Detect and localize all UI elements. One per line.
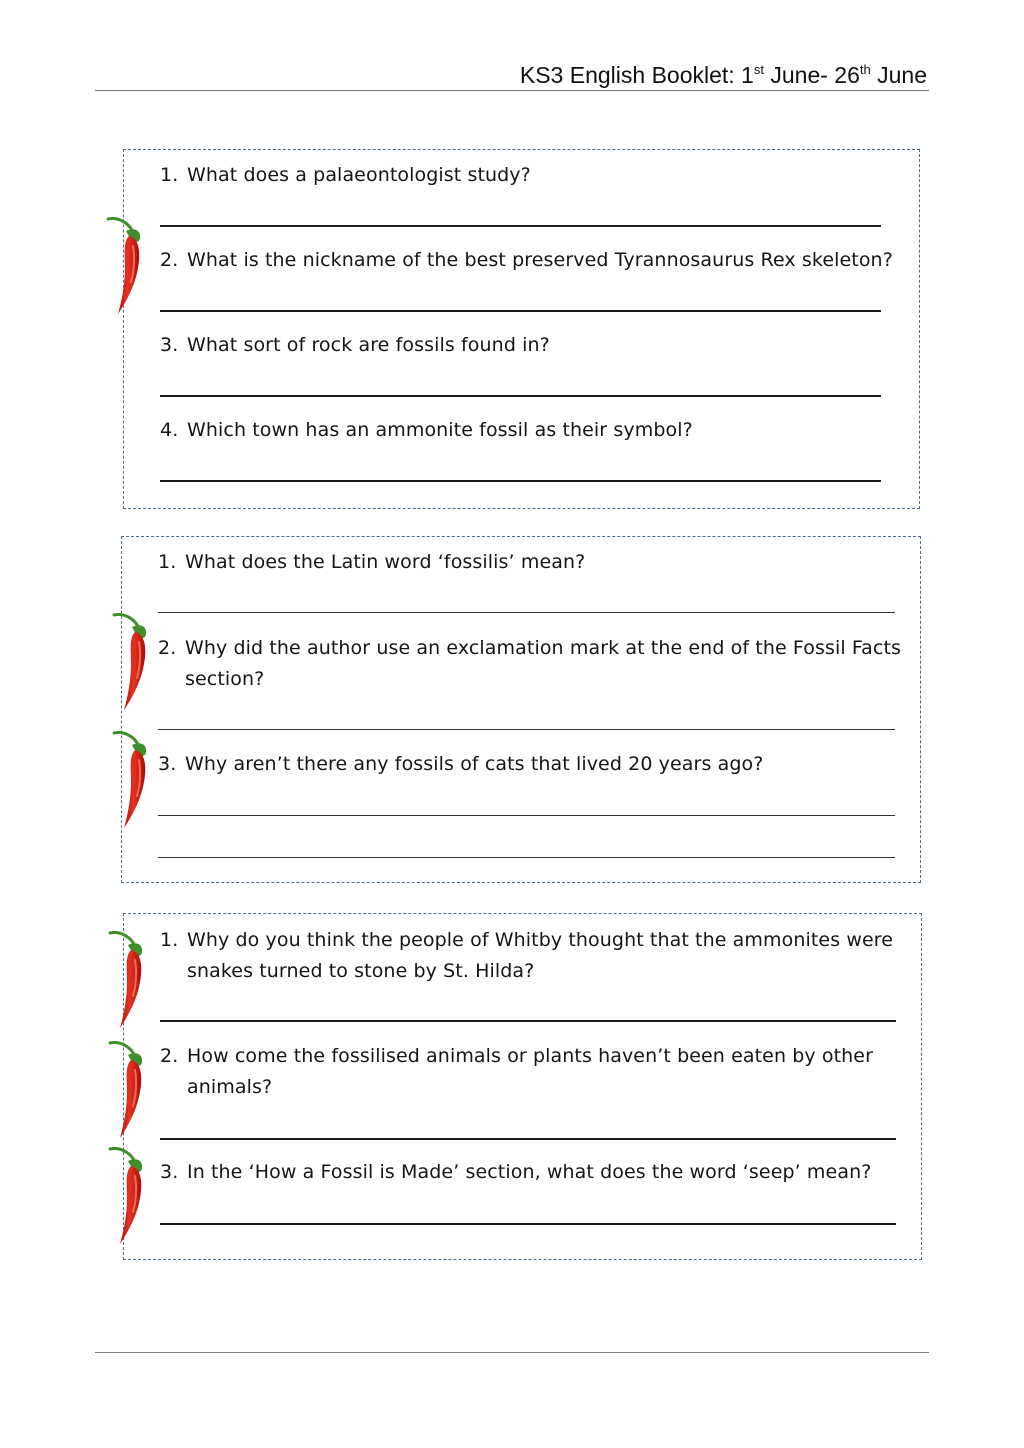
answer-line[interactable] <box>160 225 881 227</box>
question-1-4: 4. Which town has an ammonite fossil as their symbol? <box>160 419 693 441</box>
answer-line[interactable] <box>158 857 895 858</box>
chilli-pepper-icon <box>110 730 152 830</box>
chilli-pepper-icon <box>106 1040 148 1140</box>
answer-line[interactable] <box>158 729 895 730</box>
question-3-2: 2. How come the fossilised animals or plants haven’t been eaten by other animals? <box>160 1045 874 1098</box>
header-title: KS3 English Booklet: 1st June- 26th June <box>519 62 927 88</box>
question-3-3: 3. In the ‘How a Fossil is Made’ section, what does the word ‘seep’ mean? <box>160 1161 872 1183</box>
chilli-pepper-icon <box>106 1146 148 1246</box>
page-header <box>95 58 929 91</box>
answer-line[interactable] <box>158 815 895 816</box>
answer-line[interactable] <box>160 310 881 312</box>
answer-line[interactable] <box>158 612 895 613</box>
answer-line[interactable] <box>160 395 881 397</box>
question-1-3: 3. What sort of rock are fossils found in? <box>160 334 550 356</box>
question-1-1: 1. What does a palaeontologist study? <box>160 164 531 186</box>
question-2-1: 1. What does the Latin word ‘fossilis’ mean? <box>158 551 586 573</box>
question-1-2: 2. What is the nickname of the best preserved Tyrannosaurus Rex skeleton? <box>160 249 893 271</box>
question-2-3: 3. Why aren’t there any fossils of cats that lived 20 years ago? <box>158 753 764 775</box>
question-box-2 <box>121 536 921 883</box>
answer-line[interactable] <box>160 1020 896 1022</box>
question-2-2: 2. Why did the author use an exclamation mark at the end of the Fossil Facts section? <box>158 637 901 690</box>
chilli-pepper-icon <box>104 216 146 316</box>
answer-line[interactable] <box>160 480 881 482</box>
question-box-1 <box>123 149 920 509</box>
chilli-pepper-icon <box>110 612 152 712</box>
chilli-pepper-icon <box>106 930 148 1030</box>
footer-rule <box>95 1352 929 1353</box>
answer-line[interactable] <box>160 1223 896 1225</box>
answer-line[interactable] <box>160 1138 896 1140</box>
question-3-1: 1. Why do you think the people of Whitby thought that the ammonites were snakes turned to stone by St. Hilda? <box>160 929 894 982</box>
